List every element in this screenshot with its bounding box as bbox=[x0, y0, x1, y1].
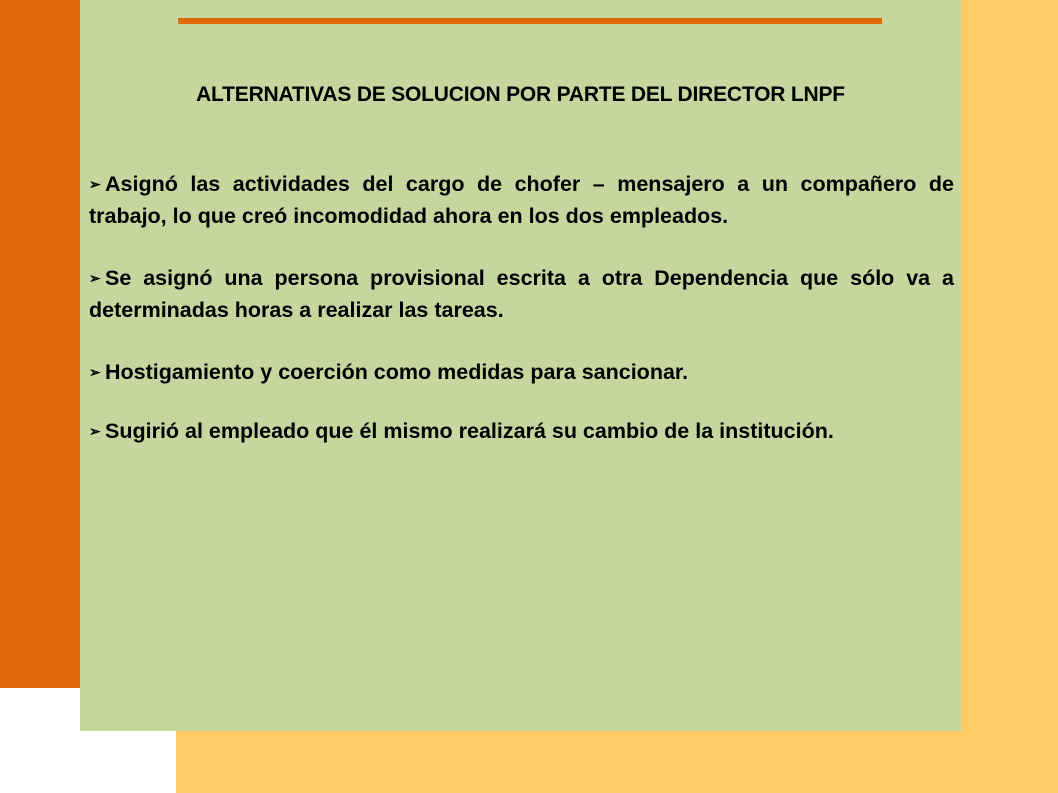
bullet-item bbox=[89, 356, 954, 388]
bullet-list bbox=[89, 168, 954, 477]
bullet-item bbox=[89, 168, 954, 232]
slide-title: ALTERNATIVAS DE SOLUCION POR PARTE DEL DIRECTOR LNPF bbox=[196, 83, 845, 106]
background-orange-bar bbox=[0, 0, 80, 688]
bullet-text: Se asignó una persona provisional escrita a otra Dependencia que sólo va a determinadas horas a realizar las tareas. bbox=[89, 266, 954, 322]
title-rule bbox=[178, 18, 882, 24]
arrowhead-bullet-icon: ➢ bbox=[89, 423, 101, 439]
arrowhead-bullet-icon: ➢ bbox=[89, 364, 101, 380]
bullet-item bbox=[89, 415, 954, 447]
bullet-item bbox=[89, 262, 954, 326]
arrowhead-bullet-icon: ➢ bbox=[89, 270, 101, 286]
bullet-text: Asignó las actividades del cargo de chofer – mensajero a un compañero de trabajo, lo que creó incomodidad ahora en los dos empleados. bbox=[89, 172, 954, 228]
bullet-text: Hostigamiento y coerción como medidas para sancionar. bbox=[105, 360, 689, 384]
arrowhead-bullet-icon: ➢ bbox=[89, 176, 101, 192]
bullet-text: Sugirió al empleado que él mismo realizará su cambio de la institución. bbox=[105, 419, 834, 443]
